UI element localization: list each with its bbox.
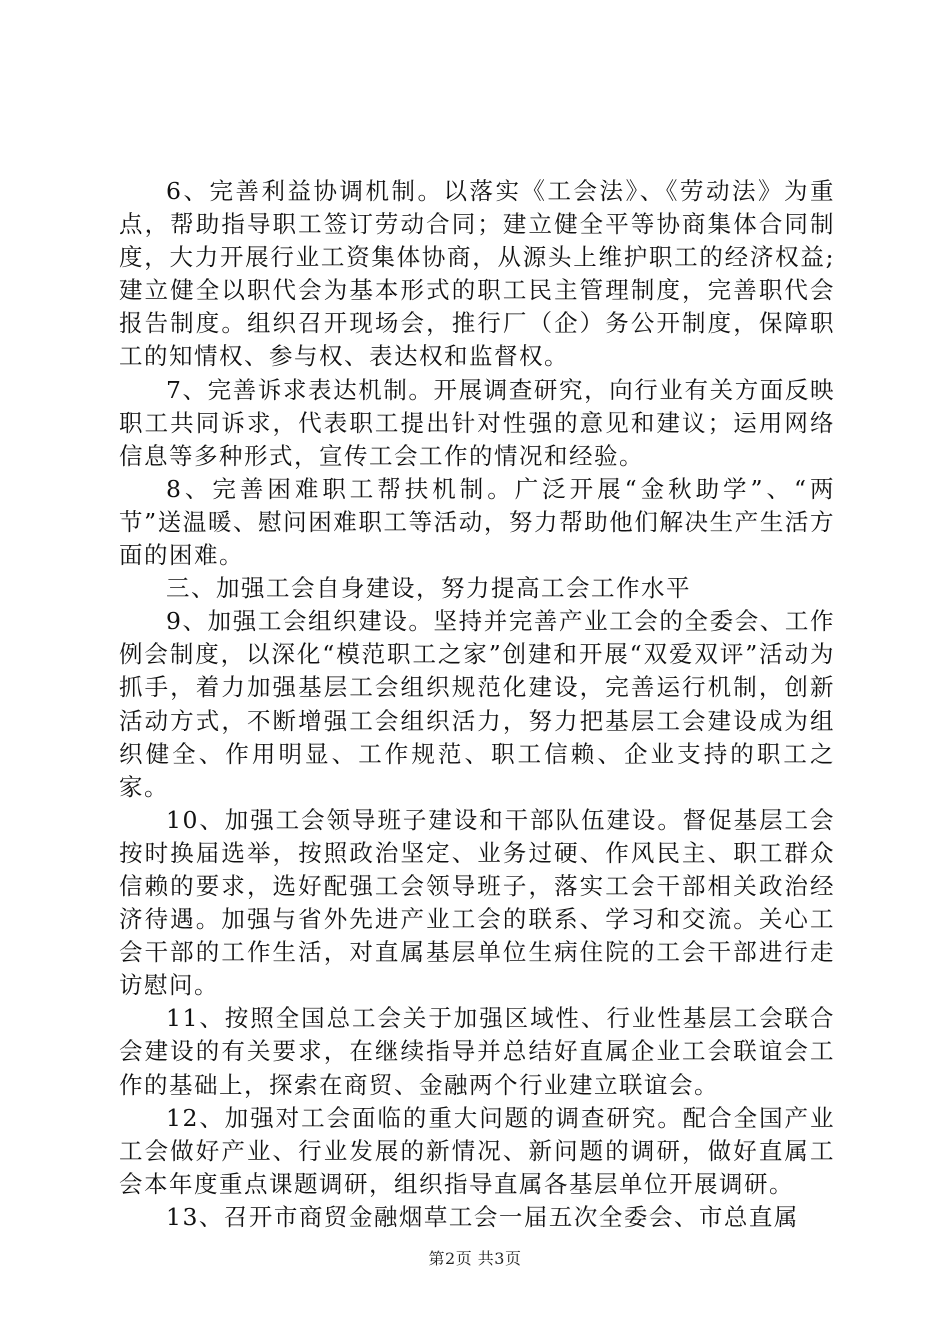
paragraph-9: 9、加强工会组织建设。坚持并完善产业工会的全委会、工作例会制度，以深化“模范职工之家”创建和开展“双爱双评”活动为抓手，着力加强基层工会组织规范化建设，完善运行机制，创新活动方式，不断增强工会组织活力，努力把基层工会建设成为组织健全、作用明显、工作规范、职工信赖、企业支持的职工之家。 <box>119 607 835 801</box>
paragraph-8: 8、完善困难职工帮扶机制。广泛开展“金秋助学”、“两节”送温暖、慰问困难职工等活动，努力帮助他们解决生产生活方面的困难。 <box>119 474 835 570</box>
paragraph-11: 11、按照全国总工会关于加强区域性、行业性基层工会联合会建设的有关要求，在继续指导并总结好直属企业工会联谊会工作的基础上，探索在商贸、金融两个行业建立联谊会。 <box>119 1004 835 1099</box>
paragraph-12: 12、加强对工会面临的重大问题的调查研究。配合全国产业工会做好产业、行业发展的新情况、新问题的调研，做好直属工会本年度重点课题调研，组织指导直属各基层单位开展调研。 <box>119 1103 835 1198</box>
paragraph-7: 7、完善诉求表达机制。开展调查研究，向行业有关方面反映职工共同诉求，代表职工提出针对性强的意见和建议；运用网络信息等多种形式，宣传工会工作的情况和经验。 <box>119 375 835 470</box>
page-footer: 第2页 共3页 <box>428 1249 522 1268</box>
document-body <box>119 175 835 1234</box>
section-heading-3: 三、加强工会自身建设，努力提高工会工作水平 <box>166 574 691 603</box>
paragraph-10: 10、加强工会领导班子建设和干部队伍建设。督促基层工会按时换届选举，按照政治坚定、业务过硬、作风民主、职工群众信赖的要求，选好配强工会领导班子，落实工会干部相关政治经济待遇。加强与省外先进产业工会的联系、学习和交流。关心工会干部的工作生活，对直属基层单位生病住院的工会干部进行走访慰问。 <box>119 805 835 1000</box>
paragraph-6: 6、完善利益协调机制。以落实《工会法》、《劳动法》为重点，帮助指导职工签订劳动合同；建立健全平等协商集体合同制度，大力开展行业工资集体协商，从源头上维护职工的经济权益;建立健全以职代会为基本形式的职工民主管理制度，完善职代会报告制度。组织召开现场会，推行厂（企）务公开制度，保障职工的知情权、参与权、表达权和监督权。 <box>119 177 835 371</box>
paragraph-13: 13、召开市商贸金融烟草工会一届五次全委会、市总直属 <box>166 1202 799 1231</box>
